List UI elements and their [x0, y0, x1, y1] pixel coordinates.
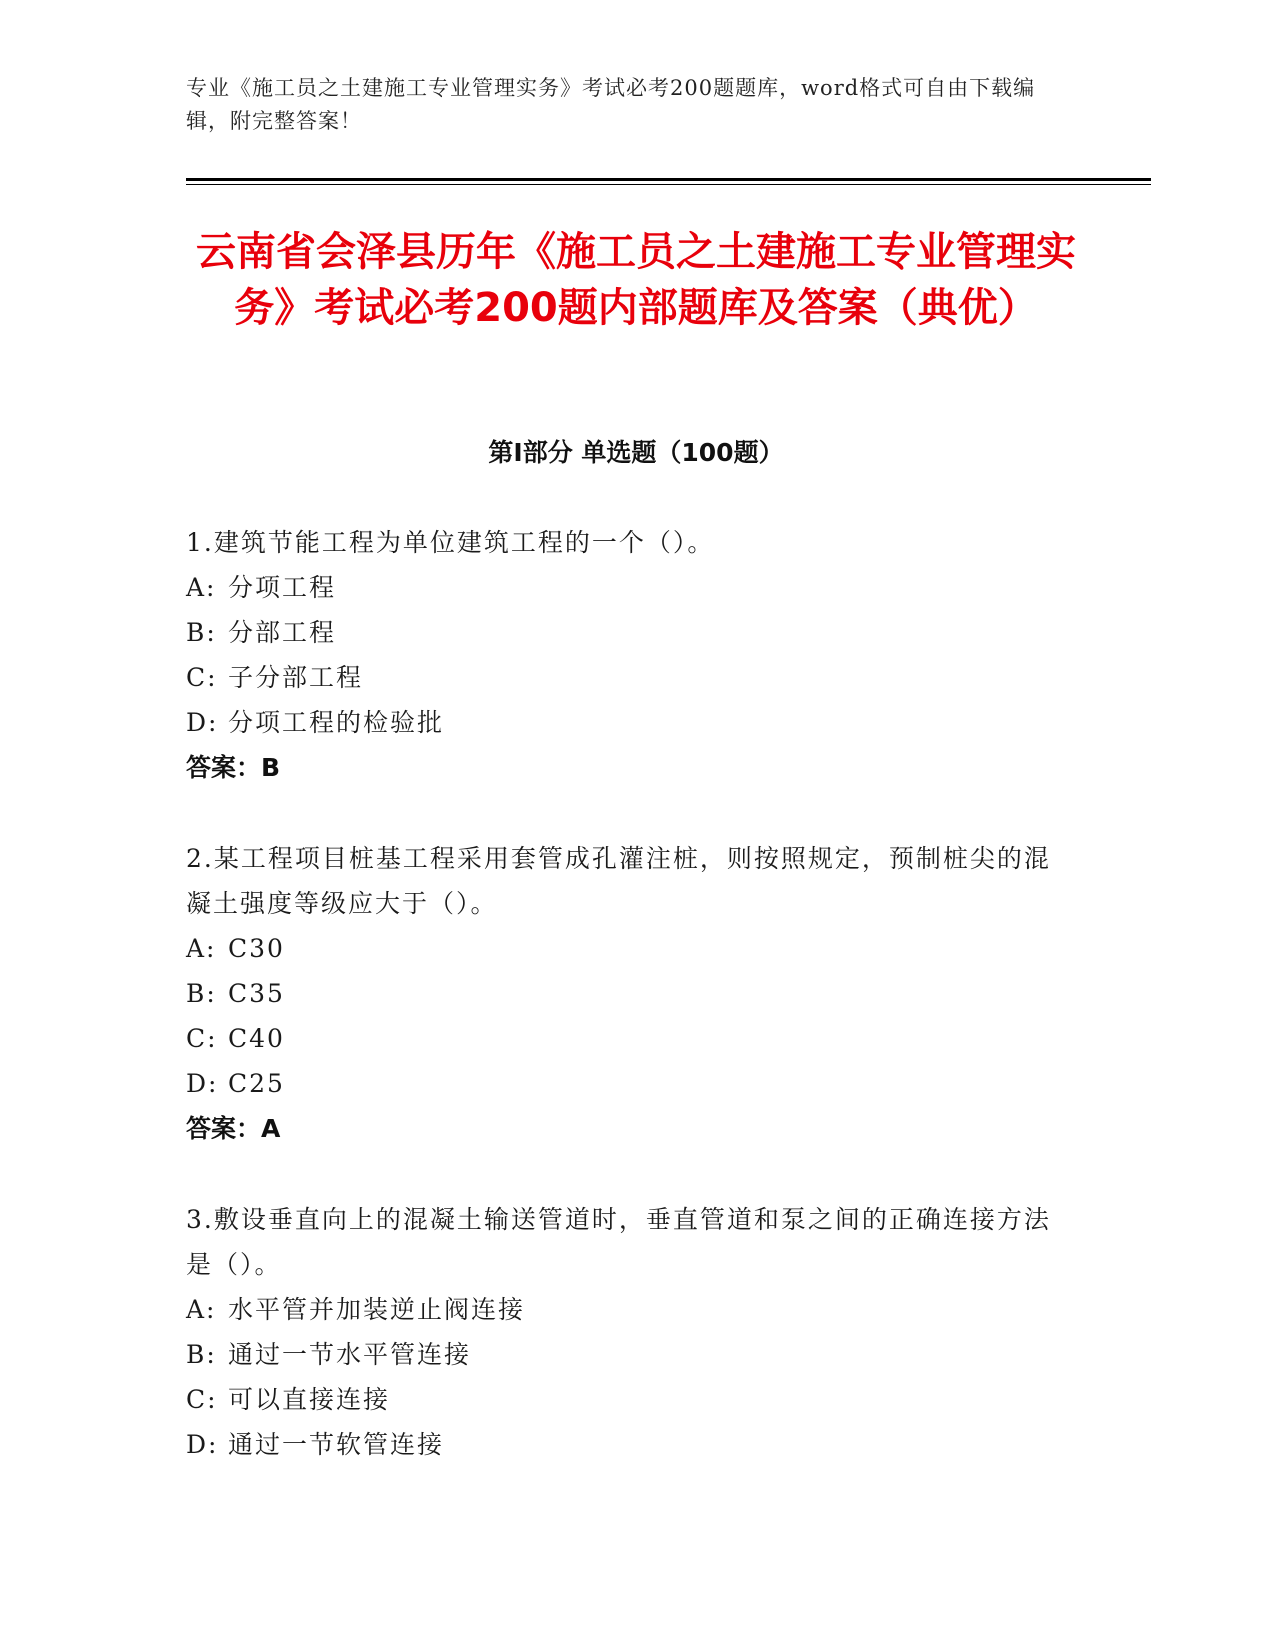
answer-line: 答案：A	[186, 1114, 281, 1143]
header-note: 专业《施工员之土建施工专业管理实务》考试必考200题题库，word格式可自由下载编辑，附完整答案！	[186, 76, 1036, 133]
option-text: C40	[228, 1024, 285, 1053]
section-title: 第I部分 单选题（100题）	[488, 438, 784, 467]
answer-line: 答案：B	[186, 753, 281, 782]
header-divider-thin	[186, 184, 1151, 185]
question-list	[186, 520, 1066, 1513]
option-a	[186, 565, 1066, 610]
option-text: 通过一节软管连接	[228, 1430, 445, 1459]
option-text: 分项工程的检验批	[228, 708, 445, 737]
option-d	[186, 1422, 1066, 1467]
option-a	[186, 926, 1066, 971]
question-stem: 1.建筑节能工程为单位建筑工程的一个（）。	[186, 528, 715, 557]
option-key: B:	[186, 618, 217, 647]
question-3	[186, 1197, 1066, 1467]
option-d	[186, 1061, 1066, 1106]
option-b	[186, 971, 1066, 1016]
option-key: B:	[186, 979, 217, 1008]
option-key: B:	[186, 1340, 217, 1369]
header-divider-thick	[186, 178, 1151, 181]
option-b	[186, 1332, 1066, 1377]
option-text: C30	[228, 934, 285, 963]
document-title: 云南省会泽县历年《施工员之土建施工专业管理实务》考试必考200题内部题库及答案（典优）	[196, 229, 1076, 331]
question-2	[186, 836, 1066, 1151]
option-key: D:	[186, 708, 219, 737]
option-text: 通过一节水平管连接	[228, 1340, 472, 1369]
option-text: C25	[228, 1069, 285, 1098]
question-stem: 2.某工程项目桩基工程采用套管成孔灌注桩，则按照规定，预制桩尖的混凝土强度等级应大于（）。	[186, 844, 1051, 918]
option-text: 子分部工程	[228, 663, 364, 692]
option-a	[186, 1287, 1066, 1332]
question-stem: 3.敷设垂直向上的混凝土输送管道时，垂直管道和泵之间的正确连接方法是（）。	[186, 1205, 1051, 1279]
option-text: 水平管并加装逆止阀连接	[228, 1295, 526, 1324]
option-c	[186, 1016, 1066, 1061]
option-key: C:	[186, 663, 218, 692]
option-key: A:	[186, 573, 217, 602]
option-key: D:	[186, 1069, 219, 1098]
option-c	[186, 1377, 1066, 1422]
option-c	[186, 655, 1066, 700]
option-key: C:	[186, 1385, 218, 1414]
option-key: C:	[186, 1024, 218, 1053]
option-text: 分项工程	[228, 573, 337, 602]
option-text: C35	[228, 979, 285, 1008]
option-key: D:	[186, 1430, 219, 1459]
question-1	[186, 520, 1066, 790]
option-b	[186, 610, 1066, 655]
option-text: 可以直接连接	[228, 1385, 391, 1414]
option-d	[186, 700, 1066, 745]
option-key: A:	[186, 1295, 217, 1324]
option-key: A:	[186, 934, 217, 963]
option-text: 分部工程	[228, 618, 337, 647]
